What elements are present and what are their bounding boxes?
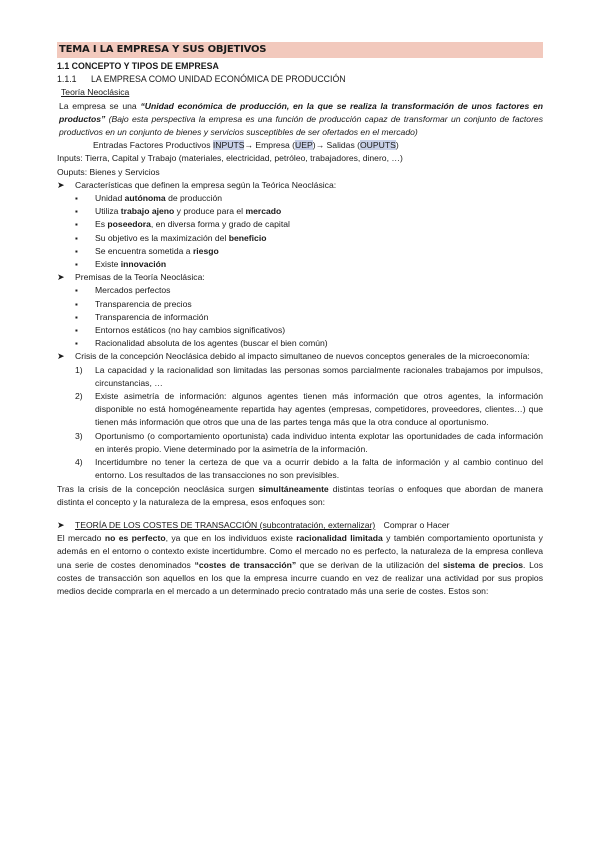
list-item: 4) Incertidumbre no tener la certeza de que va a ocurrir debido a la falta de información y al cambio continuo del entorno. Los resultados de las transacciones no son previsibles.	[75, 457, 543, 481]
list-item: ▪ Transparencia de precios	[95, 298, 543, 311]
list-item: ▪ Entornos estáticos (no hay cambios significativos)	[95, 324, 543, 337]
intro-paragraph	[57, 100, 543, 140]
square-bullet-icon: ▪	[75, 326, 78, 336]
flow-inputs: INPUTS	[212, 140, 245, 151]
caracteristicas-item	[57, 179, 543, 192]
list-item: ▪ Se encuentra sometida a riesgo	[95, 245, 543, 258]
list-item: 2) Existe asimetría de información: algunos agentes tienen más información que otros agentes, la información disponible no está homogéneamente repartida hay agentes (empresas, competidores, proveedores, clientes…) que tienen más información que otros que una de las partes tenga más que la otra conduce al oportunismo.	[75, 391, 543, 428]
flow-line	[57, 139, 543, 152]
crisis-item	[57, 350, 543, 363]
crisis-title: Crisis de la concepción Neoclásica debido al impacto simultaneo de nuevos conceptos generales de la microeconomía:	[75, 351, 530, 362]
premisas-title: Premisas de la Teoría Neoclásica:	[75, 272, 205, 283]
subsection-title: LA EMPRESA COMO UNIDAD ECONÓMICA DE PRODUCCIÓN	[91, 74, 346, 85]
outputs-line: Ouputs: Bienes y Servicios	[57, 166, 160, 177]
list-item: 1) La capacidad y la racionalidad son limitadas las personas somos parcialmente racionales trabajamos por impulsos, circunstancias, …	[75, 364, 543, 388]
square-bullet-icon: ▪	[75, 260, 78, 270]
arrow-bullet-icon: ➤	[57, 519, 65, 530]
costes-heading	[57, 519, 543, 532]
intro-lead: La empresa se una	[59, 100, 137, 111]
premisas-list	[57, 284, 543, 350]
teoria-heading: Teoría Neoclásica	[61, 87, 130, 98]
list-item: ▪ Utiliza trabajo ajeno y produce para el mercado	[95, 205, 543, 218]
list-item: ▪ Existe innovación	[95, 258, 543, 271]
document-page	[57, 42, 543, 598]
intro-definition: “Unidad económica de producción, en la que se realiza la transformación de unos factores en productos”	[59, 100, 544, 124]
subsection-number: 1.1.1	[57, 74, 77, 85]
tras-paragraph: Tras la crisis de la concepción neoclásica surgen simultáneamente distintas teorías o enfoques que abordan de manera distinta el concepto y la naturaleza de la empresa, esos enfoques son:	[57, 483, 543, 507]
chapter-title: TEMA I LA EMPRESA Y SUS OBJETIVOS	[57, 42, 543, 58]
square-bullet-icon: ▪	[75, 299, 78, 309]
list-item: ▪ Es poseedora, en diversa forma y grado de capital	[95, 218, 543, 231]
crisis-list	[57, 364, 543, 483]
flow-close: )	[395, 140, 399, 151]
flow-entradas: Entradas Factores Productivos	[93, 140, 211, 151]
flow-uep: UEP	[295, 140, 313, 151]
section-heading: 1.1 CONCEPTO Y TIPOS DE EMPRESA	[57, 61, 219, 71]
intro-note: (Bajo esta perspectiva la empresa es una función de producción capaz de transformar un conjunto de factores productivos en un conjunto de bienes y servicios susceptibles de ser ofertados en el mercado)	[59, 113, 544, 138]
list-item: 3) Oportunismo (o comportamiento oportunista) cada individuo intenta explotar las oportunidades de cada información en interés propio. Viene determinado por la asimetría de la información.	[75, 430, 543, 454]
costes-paragraph: El mercado no es perfecto, ya que en los individuos existe racionalidad limitada y también comportamiento oportunista y además en el entorno o contexto existe incertidumbre. Como el mercado no es perfecto, la naturaleza de la empresa conlleva una serie de costes denominados “costes de transacción” que se derivan de la utilización del sistema de precios. Los costes de transacción son aquellos en los que la empresa incurre cuando en vez de realizar una actividad por sus propios medios decide comprarla en el mercado a un determinado precio contratado más una serie de costes. Estos son:	[57, 533, 543, 596]
flow-empresa: → Empresa (	[244, 140, 296, 151]
caracteristicas-list	[57, 192, 543, 271]
square-bullet-icon: ▪	[75, 233, 78, 243]
list-item: ▪ Mercados perfectos	[95, 284, 543, 297]
flow-outputs: OUPUTS	[360, 140, 396, 151]
square-bullet-icon: ▪	[75, 286, 78, 296]
premisas-item	[57, 271, 543, 284]
list-item: ▪ Racionalidad absoluta de los agentes (buscar el bien común)	[95, 337, 543, 350]
list-item: ▪ Su objetivo es la maximización del beneficio	[95, 232, 543, 245]
square-bullet-icon: ▪	[75, 312, 78, 322]
arrow-bullet-icon: ➤	[57, 272, 65, 283]
list-item: ▪ Unidad autónoma de producción	[95, 192, 543, 205]
arrow-bullet-icon: ➤	[57, 351, 65, 362]
costes-extra: Comprar o Hacer	[383, 519, 450, 530]
inputs-line: Inputs: Tierra, Capital y Trabajo (materiales, electricidad, petróleo, trabajadores, dinero, …)	[57, 153, 403, 164]
caracteristicas-title: Características que definen la empresa según la Teórica Neoclásica:	[75, 179, 337, 190]
costes-title: TEORÍA DE LOS COSTES DE TRANSACCIÓN (subcontratación, externalizar)	[75, 519, 376, 530]
square-bullet-icon: ▪	[75, 220, 78, 230]
list-item: ▪ Transparencia de información	[95, 311, 543, 324]
square-bullet-icon: ▪	[75, 339, 78, 349]
arrow-bullet-icon: ➤	[57, 179, 65, 190]
square-bullet-icon: ▪	[75, 194, 78, 204]
square-bullet-icon: ▪	[75, 246, 78, 256]
subsection-heading	[57, 73, 543, 86]
flow-salidas: )→ Salidas (	[312, 140, 360, 151]
square-bullet-icon: ▪	[75, 207, 78, 217]
